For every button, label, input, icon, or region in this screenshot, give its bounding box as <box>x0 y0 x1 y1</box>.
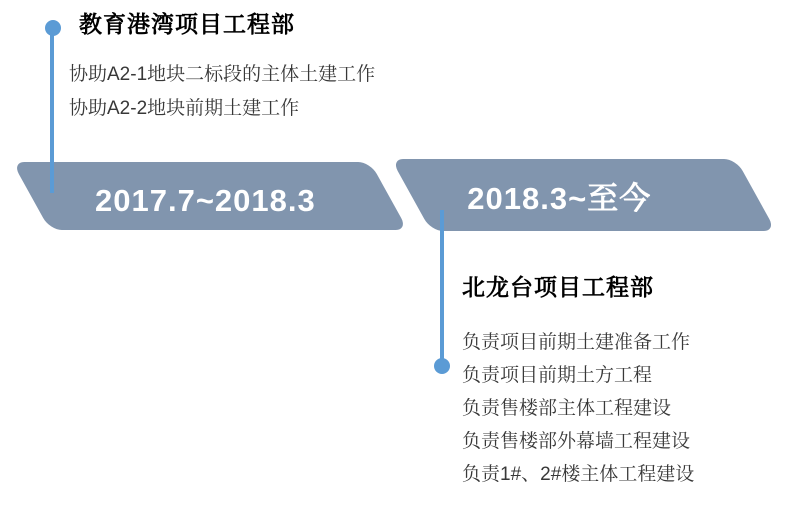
period-2-connector-line <box>440 210 444 367</box>
period-1-title: 教育港湾项目工程部 <box>79 11 295 37</box>
task-item: 负责项目前期土建准备工作 <box>462 332 691 353</box>
task-item: 协助A2-2地块前期土建工作 <box>69 98 300 119</box>
period-1-date-shape <box>12 162 408 230</box>
task-item: 协助A2-1地块二标段的主体土建工作 <box>69 64 376 85</box>
period-2-connector-dot <box>434 358 450 374</box>
period-2-task-list <box>462 326 694 491</box>
period-1-task-list <box>69 58 375 126</box>
period-2-title: 北龙台项目工程部 <box>462 274 654 300</box>
task-item: 负责项目前期土方工程 <box>462 365 653 386</box>
period-2-date-label: 2018.3~至今 <box>466 180 651 216</box>
period-1-connector-line <box>50 28 54 193</box>
period-2-date-shape <box>391 159 776 231</box>
task-item: 负责售楼部主体工程建设 <box>462 398 672 419</box>
period-1-date-label: 2017.7~2018.3 <box>94 183 316 218</box>
task-item: 负责售楼部外幕墙工程建设 <box>462 431 691 452</box>
task-item: 负责1#、2#楼主体工程建设 <box>462 464 695 485</box>
period-1-connector-dot <box>45 20 61 36</box>
